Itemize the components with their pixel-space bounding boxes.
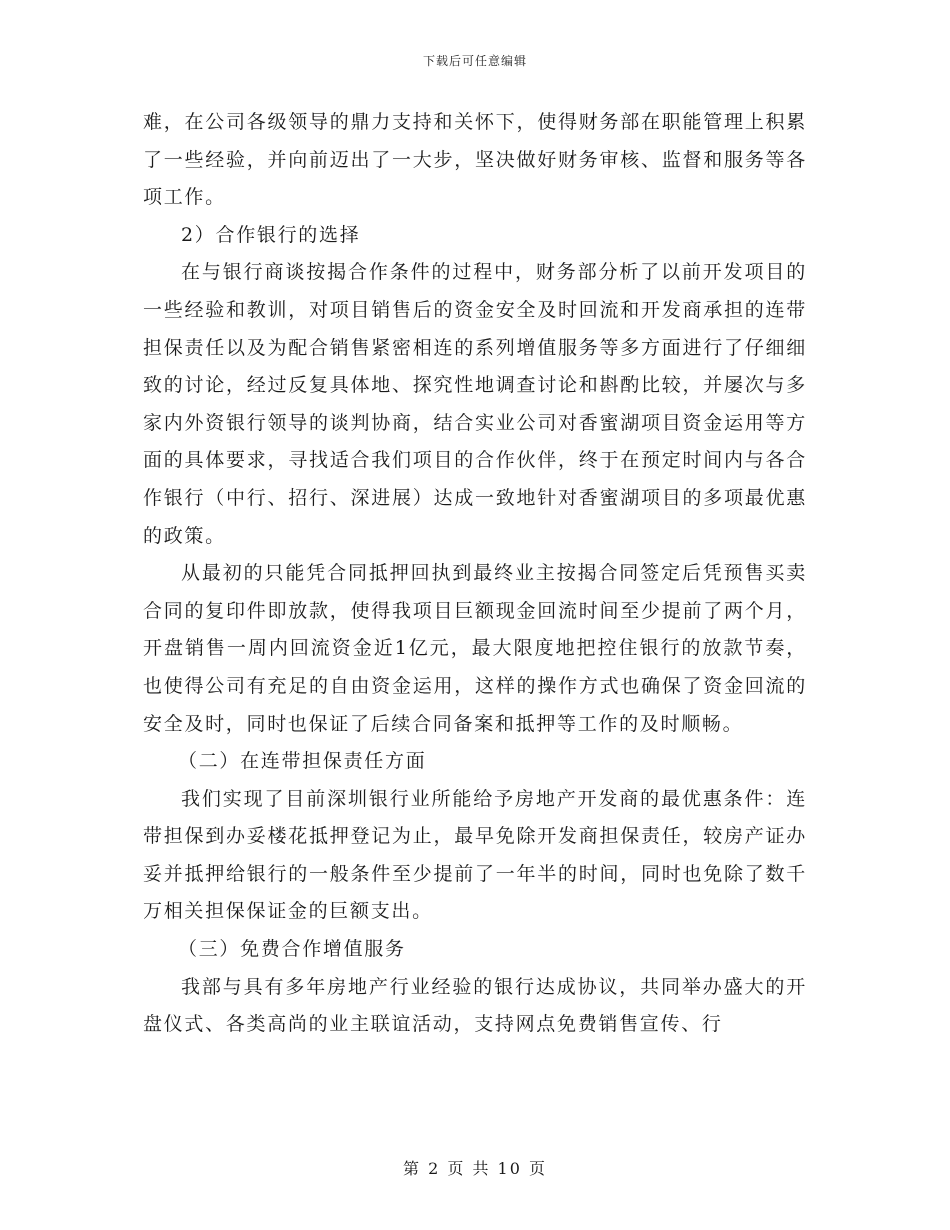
section-heading: 2）合作银行的选择 <box>181 223 361 246</box>
paragraph: 我们实现了目前深圳银行业所能给予房地产开发商的最优惠条件：连带担保到办妥楼花抵押登记为止，最早免除开发商担保责任，较房产证办妥并抵押给银行的一般条件至少提前了一年半的时间，同时也免除了数千万相关担保保证金的巨额支出。 <box>143 787 807 923</box>
paragraph: 从最初的只能凭合同抵押回执到最终业主按揭合同签定后凭预售买卖合同的复印件即放款，使得我项目巨额现金回流时间至少提前了两个月，开盘销售一周内回流资金近1亿元，最大限度地把控住银行的放款节奏，也使得公司有充足的自由资金运用，这样的操作方式也确保了资金回流的安全及时，同时也保证了后续合同备案和抵押等工作的及时顺畅。 <box>143 562 807 735</box>
paragraph: 在与银行商谈按揭合作条件的过程中，财务部分析了以前开发项目的一些经验和教训，对项目销售后的资金安全及时回流和开发商承担的连带担保责任以及为配合销售紧密相连的系列增值服务等多方面进行了仔细细致的讨论，经过反复具体地、探究性地调查讨论和斟酌比较，并屡次与多家内外资银行领导的谈判协商，结合实业公司对香蜜湖项目资金运用等方面的具体要求，寻找适合我们项目的合作伙伴，终于在预定时间内与各合作银行（中行、招行、深进展）达成一致地针对香蜜湖项目的多项最优惠的政策。 <box>143 261 807 547</box>
section-heading: （二）在连带担保责任方面 <box>178 750 427 773</box>
section-heading: （三）免费合作增值服务 <box>178 938 406 961</box>
page-number: 第 2 页 共 10 页 <box>403 1159 547 1178</box>
document-body <box>143 104 807 1044</box>
paragraph: 我部与具有多年房地产行业经验的银行达成协议，共同举办盛大的开盘仪式、各类高尚的业主联谊活动，支持网点免费销售宣传、行 <box>143 975 807 1036</box>
page-header: 下载后可任意编辑 <box>422 54 527 68</box>
paragraph: 难，在公司各级领导的鼎力支持和关怀下，使得财务部在职能管理上积累了一些经验，并向前迈出了一大步，坚决做好财务审核、监督和服务等各项工作。 <box>143 111 807 209</box>
